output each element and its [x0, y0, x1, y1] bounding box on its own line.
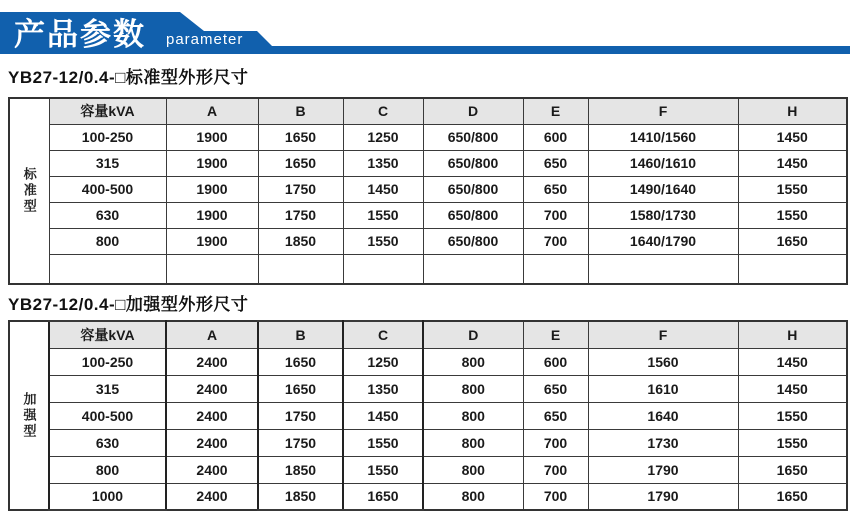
- dimension-cell: 650/800: [423, 150, 523, 176]
- dimension-cell: 1550: [343, 202, 423, 228]
- dimension-cell: 700: [523, 429, 588, 456]
- dimension-cell: [588, 254, 738, 284]
- column-header: D: [423, 321, 523, 348]
- dimension-cell: [423, 254, 523, 284]
- dimension-cell: 650/800: [423, 176, 523, 202]
- capacity-cell: 100-250: [49, 348, 166, 375]
- table-row: [9, 176, 847, 202]
- dimension-cell: [166, 254, 258, 284]
- dimension-cell: 2400: [166, 483, 258, 510]
- column-header: F: [588, 98, 738, 124]
- section-title-reinforced: YB27-12/0.4-□加强型外形尺寸: [8, 295, 249, 314]
- dimension-cell: 1490/1640: [588, 176, 738, 202]
- table-row: [9, 483, 847, 510]
- capacity-cell: 315: [49, 375, 166, 402]
- dimension-cell: 1850: [258, 483, 343, 510]
- table-row: [9, 348, 847, 375]
- dimension-cell: 1550: [738, 402, 847, 429]
- dimension-cell: 2400: [166, 348, 258, 375]
- dimension-cell: 650: [523, 150, 588, 176]
- dimension-cell: 1550: [738, 429, 847, 456]
- column-header: F: [588, 321, 738, 348]
- dimension-cell: 1450: [738, 150, 847, 176]
- dimension-cell: 1900: [166, 176, 258, 202]
- dimension-cell: 1610: [588, 375, 738, 402]
- dimension-cell: 2400: [166, 402, 258, 429]
- dimension-cell: 1650: [738, 456, 847, 483]
- table-row: [9, 429, 847, 456]
- dimension-cell: 1850: [258, 456, 343, 483]
- dimension-cell: 700: [523, 228, 588, 254]
- dimension-cell: 650: [523, 176, 588, 202]
- dimension-cell: 1750: [258, 176, 343, 202]
- dimension-cell: 1650: [738, 228, 847, 254]
- capacity-cell: 315: [49, 150, 166, 176]
- column-header: A: [166, 321, 258, 348]
- dimension-cell: 650/800: [423, 228, 523, 254]
- dimension-cell: 1650: [258, 348, 343, 375]
- standard-dimensions-table: [8, 97, 848, 285]
- dimension-cell: 1790: [588, 456, 738, 483]
- dimension-cell: 700: [523, 483, 588, 510]
- dimension-cell: 1450: [343, 176, 423, 202]
- column-header: 容量kVA: [49, 321, 166, 348]
- column-header: D: [423, 98, 523, 124]
- dimension-cell: 1650: [258, 150, 343, 176]
- capacity-cell: 800: [49, 456, 166, 483]
- dimension-cell: 650: [523, 402, 588, 429]
- dimension-cell: 1750: [258, 202, 343, 228]
- capacity-cell: [49, 254, 166, 284]
- banner-subtitle: parameter: [166, 31, 244, 48]
- table-row: [9, 375, 847, 402]
- column-header: 容量kVA: [49, 98, 166, 124]
- dimension-cell: 1460/1610: [588, 150, 738, 176]
- capacity-cell: 1000: [49, 483, 166, 510]
- section-title-standard: YB27-12/0.4-□标准型外形尺寸: [8, 68, 249, 87]
- capacity-cell: 400-500: [49, 402, 166, 429]
- table-row: [9, 228, 847, 254]
- dimension-cell: 800: [423, 456, 523, 483]
- page-banner: [0, 0, 850, 58]
- capacity-cell: 100-250: [49, 124, 166, 150]
- dimension-cell: 1550: [343, 429, 423, 456]
- dimension-cell: 1750: [258, 429, 343, 456]
- dimension-cell: 1750: [258, 402, 343, 429]
- table-row: [9, 150, 847, 176]
- dimension-cell: [258, 254, 343, 284]
- capacity-cell: 630: [49, 429, 166, 456]
- dimension-cell: 1450: [343, 402, 423, 429]
- dimension-cell: 2400: [166, 429, 258, 456]
- table-row: [9, 124, 847, 150]
- column-header: C: [343, 98, 423, 124]
- dimension-cell: [738, 254, 847, 284]
- dimension-cell: 1650: [258, 375, 343, 402]
- dimension-cell: 800: [423, 402, 523, 429]
- dimension-cell: 700: [523, 456, 588, 483]
- dimension-cell: 1730: [588, 429, 738, 456]
- dimension-cell: 1560: [588, 348, 738, 375]
- dimension-cell: 1550: [738, 202, 847, 228]
- column-header: H: [738, 321, 847, 348]
- dimension-cell: 1640: [588, 402, 738, 429]
- table-side-label: 标准型: [9, 98, 49, 284]
- table-row: [9, 456, 847, 483]
- dimension-cell: 1900: [166, 228, 258, 254]
- column-header: C: [343, 321, 423, 348]
- column-header: B: [258, 321, 343, 348]
- column-header: E: [523, 98, 588, 124]
- dimension-cell: [343, 254, 423, 284]
- capacity-cell: 400-500: [49, 176, 166, 202]
- dimension-cell: 1410/1560: [588, 124, 738, 150]
- banner-title: 产品参数: [14, 17, 146, 52]
- dimension-cell: 1450: [738, 124, 847, 150]
- dimension-cell: 1250: [343, 348, 423, 375]
- reinforced-dimensions-table: [8, 320, 848, 511]
- dimension-cell: 650: [523, 375, 588, 402]
- column-header: A: [166, 98, 258, 124]
- header-row: [9, 98, 847, 124]
- column-header: H: [738, 98, 847, 124]
- dimension-cell: 800: [423, 375, 523, 402]
- dimension-cell: 1550: [343, 456, 423, 483]
- column-header: B: [258, 98, 343, 124]
- dimension-cell: 1650: [258, 124, 343, 150]
- dimension-cell: 650/800: [423, 124, 523, 150]
- dimension-cell: 1640/1790: [588, 228, 738, 254]
- dimension-cell: 1350: [343, 375, 423, 402]
- table-row: [9, 402, 847, 429]
- dimension-cell: 1450: [738, 348, 847, 375]
- dimension-cell: 1550: [343, 228, 423, 254]
- dimension-cell: 1350: [343, 150, 423, 176]
- dimension-cell: 1900: [166, 124, 258, 150]
- table-row: [9, 254, 847, 284]
- dimension-cell: 1900: [166, 150, 258, 176]
- column-header: E: [523, 321, 588, 348]
- dimension-cell: 2400: [166, 375, 258, 402]
- dimension-cell: 800: [423, 348, 523, 375]
- dimension-cell: 600: [523, 348, 588, 375]
- dimension-cell: 1850: [258, 228, 343, 254]
- dimension-cell: 1550: [738, 176, 847, 202]
- dimension-cell: 700: [523, 202, 588, 228]
- dimension-cell: 2400: [166, 456, 258, 483]
- dimension-cell: 650/800: [423, 202, 523, 228]
- table-row: [9, 202, 847, 228]
- dimension-cell: 1650: [343, 483, 423, 510]
- dimension-cell: [523, 254, 588, 284]
- dimension-cell: 1650: [738, 483, 847, 510]
- dimension-cell: 1450: [738, 375, 847, 402]
- dimension-cell: 800: [423, 429, 523, 456]
- capacity-cell: 800: [49, 228, 166, 254]
- dimension-cell: 1250: [343, 124, 423, 150]
- dimension-cell: 800: [423, 483, 523, 510]
- dimension-cell: 600: [523, 124, 588, 150]
- table-side-label: 加强型: [9, 321, 49, 510]
- dimension-cell: 1790: [588, 483, 738, 510]
- header-row: [9, 321, 847, 348]
- capacity-cell: 630: [49, 202, 166, 228]
- dimension-cell: 1900: [166, 202, 258, 228]
- dimension-cell: 1580/1730: [588, 202, 738, 228]
